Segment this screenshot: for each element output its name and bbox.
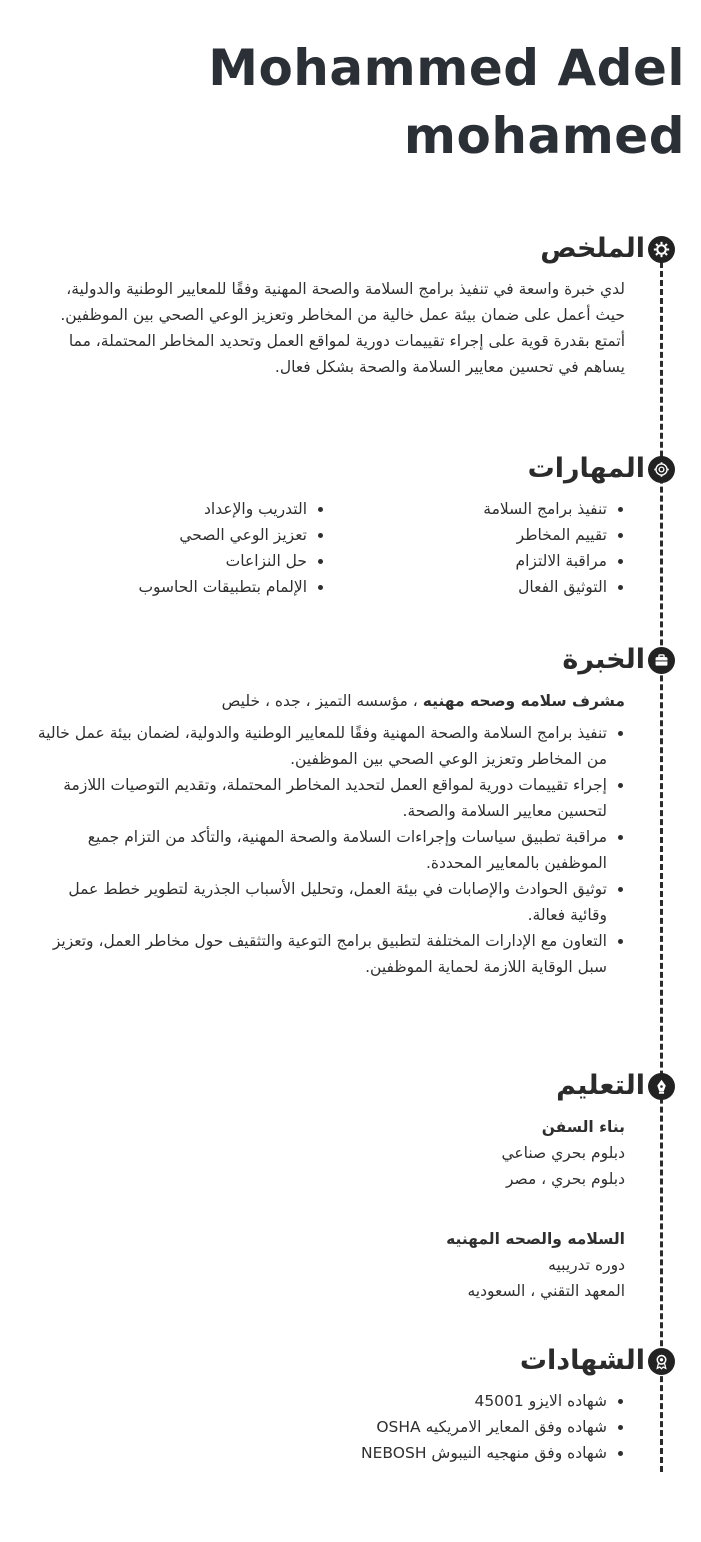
- skills-column-1: [325, 496, 625, 600]
- cog-icon: [648, 456, 675, 483]
- skill-item: • الإلمام بتطبيقات الحاسوب: [25, 574, 307, 600]
- education-degree: دبلوم بحري صناعي: [501, 1144, 625, 1162]
- summary-text: لدي خبرة واسعة في تنفيذ برامج السلامة والصحة المهنية وفقًا للمعايير الوطنية والدولية، حيث أعمل على ضمان بيئة عمل خالية من المخاطر وتعزيز الوعي الصحي بين الموظفين. أتمتع بقدرة قوية على إجراء تقييمات دورية لمواقع العمل وتحديد المخاطر المحتملة، مما يساهم في تحسين معايير السلامة والصحة بشكل فعال.: [60, 280, 625, 376]
- education-field: بناء السفن: [541, 1118, 625, 1136]
- job-role: مشرف سلامه وصحه مهنيه: [422, 692, 625, 710]
- education-entry: [225, 1114, 625, 1192]
- candidate-name: [45, 34, 685, 170]
- skill-item: • تعزيز الوعي الصحي: [25, 522, 307, 548]
- candidate-name-line2: mohamed: [403, 107, 685, 165]
- award-ribbon-icon: [648, 1348, 675, 1375]
- timeline-line: [660, 262, 663, 1472]
- candidate-name-line1: Mohammed Adel: [208, 39, 685, 97]
- duty-item: • التعاون مع الإدارات المختلفة لتطبيق برامج التوعية والتثقيف حول مخاطر العمل، وتعزيز سبل الوقاية اللازمة لحماية الموظفين.: [35, 928, 607, 980]
- education-field: السلامه والصحه المهنيه: [446, 1230, 625, 1248]
- certificate-item: • شهاده وفق منهجيه النيبوش NEBOSH: [35, 1440, 607, 1466]
- experience-job: [35, 688, 625, 980]
- gear-icon: [648, 236, 675, 263]
- pen-nib-icon: [648, 1073, 675, 1100]
- experience-title: الخبرة: [562, 644, 645, 675]
- skills-list: [25, 496, 625, 600]
- skill-item: • تقييم المخاطر: [325, 522, 607, 548]
- skill-item: • تنفيذ برامج السلامة: [325, 496, 607, 522]
- certificate-item: • شهاده وفق المعاير الامريكيه OSHA: [35, 1414, 607, 1440]
- education-title: التعليم: [556, 1070, 645, 1101]
- skill-item: • مراقبة الالتزام: [325, 548, 607, 574]
- briefcase-icon: [648, 647, 675, 674]
- job-duties: [35, 720, 625, 980]
- skills-title: المهارات: [527, 453, 645, 484]
- duty-item: • مراقبة تطبيق سياسات وإجراءات السلامة والصحة المهنية، والتأكد من التزام جميع الموظفين بالمعايير المحددة.: [35, 824, 607, 876]
- summary-title: الملخص: [540, 233, 645, 264]
- skill-item: • حل النزاعات: [25, 548, 307, 574]
- skills-column-2: [25, 496, 325, 600]
- education-place: المعهد التقني ، السعوديه: [467, 1282, 625, 1300]
- skill-item: • التدريب والإعداد: [25, 496, 307, 522]
- certificate-item: • شهاده الايزو 45001: [35, 1388, 607, 1414]
- duty-item: • تنفيذ برامج السلامة والصحة المهنية وفقًا للمعايير الوطنية والدولية، لضمان بيئة عمل خالية من المخاطر وتعزيز الوعي الصحي بين الموظفين.: [35, 720, 607, 772]
- duty-item: • إجراء تقييمات دورية لمواقع العمل لتحديد المخاطر المحتملة، وتقديم التوصيات اللازمة لتحسين معايير السلامة والصحة.: [35, 772, 607, 824]
- education-degree: دوره تدريبيه: [548, 1256, 625, 1274]
- certificates-title: الشهادات: [519, 1345, 645, 1376]
- certificates-list: [35, 1388, 625, 1466]
- education-place: دبلوم بحري ، مصر: [505, 1170, 625, 1188]
- education-entry: [225, 1226, 625, 1304]
- job-heading: [35, 688, 625, 714]
- job-organization: ، مؤسسه التميز ، جده ، خليص: [221, 692, 423, 710]
- duty-item: • توثيق الحوادث والإصابات في بيئة العمل، وتحليل الأسباب الجذرية لتطوير خطط عمل وقائية فعالة.: [35, 876, 607, 928]
- skill-item: • التوثيق الفعال: [325, 574, 607, 600]
